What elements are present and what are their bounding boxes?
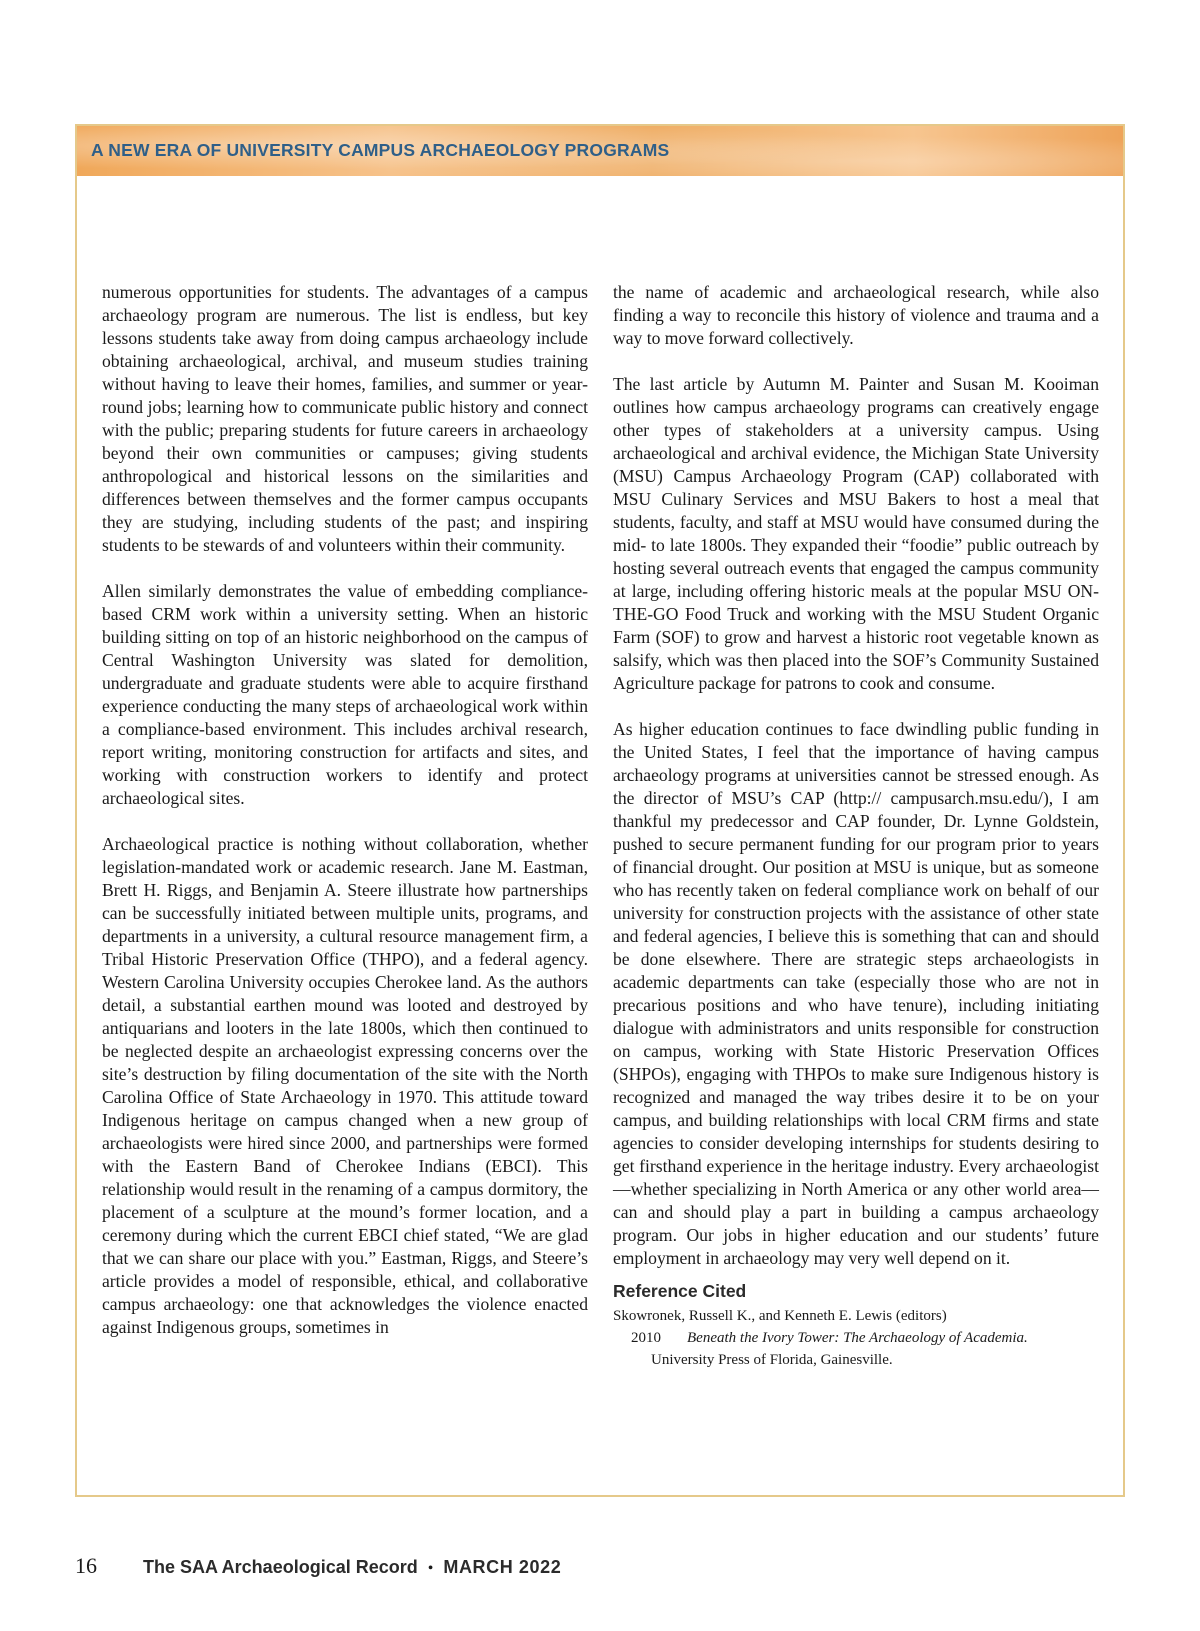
references-section <box>613 1280 1099 1371</box>
issue-date: MARCH 2022 <box>443 1557 562 1577</box>
page-footer <box>75 1553 561 1579</box>
references-heading: Reference Cited <box>613 1281 747 1301</box>
reference-year: 2010 <box>631 1330 661 1346</box>
reference-title: Beneath the Ivory Tower: The Archaeology of Academia. <box>687 1330 1028 1346</box>
paragraph: The last article by Autumn M. Painter and Susan M. Kooiman outlines how campus archaeology programs can creatively engage other types of stakeholders at a university campus. Using archaeological and archival evidence, the Michigan State University (MSU) Campus Archaeology Program (CAP) collaborated with MSU Culinary Services and MSU Bakers to host a meal that students, faculty, and staff at MSU would have consumed during the mid- to late 1800s. They expanded their “foodie” public outreach by hosting several outreach events that engaged the campus community at large, including offering historic meals at the popular MSU ON-THE-GO Food Truck and working with the MSU Student Organic Farm (SOF) to grow and harvest a historic root vegetable known as salsify, which was then placed into the SOF’s Community Sustained Agriculture package for patrons to cook and consume. <box>613 374 1099 693</box>
reference-entry <box>613 1305 1099 1371</box>
page-number: 16 <box>75 1553 97 1578</box>
section-title: A NEW ERA OF UNIVERSITY CAMPUS ARCHAEOLOGY PROGRAMS <box>91 140 670 160</box>
paragraph: Archaeological practice is nothing without collaboration, whether legislation-mandated work or academic research. Jane M. Eastman, Brett H. Riggs, and Benjamin A. Steere illustrate how partnerships can be successfully initiated between multiple units, programs, and departments in a university, a cultural resource management firm, a Tribal Historic Preservation Office (THPO), and a federal agency. Western Carolina University occupies Cherokee land. As the authors detail, a substantial earthen mound was looted and destroyed by antiquarians and looters in the late 1800s, which then continued to be neglected despite an archaeologist expressing concerns over the site’s destruction by filing documentation of the site with the North Carolina Office of State Archaeology in 1970. This attitude toward Indigenous heritage on campus changed when a new group of archaeologists were hired since 2000, and partnerships were formed with the Eastern Band of Cherokee Indians (EBCI). This relationship would result in the renaming of a campus dormitory, the placement of a sculpture at the mound’s former location, and a ceremony during which the current EBCI chief stated, “We are glad that we can share our place with you.” Eastman, Riggs, and Steere’s article provides a model of responsible, ethical, and collaborative campus archaeology: one that acknowledges the violence enacted against Indigenous groups, sometimes in <box>102 834 588 1337</box>
reference-authors: Skowronek, Russell K., and Kenneth E. Lewis (editors) <box>613 1308 947 1324</box>
paragraph: As higher education continues to face dwindling public funding in the United States, I feel that the importance of having campus archaeology programs at universities cannot be stressed enough. As the director of MSU’s CAP (http:// campusarch.msu.edu/), I am thankful my predecessor and CAP founder, Dr. Lynne Goldstein, pushed to secure permanent funding for our program prior to years of financial drought. Our position at MSU is unique, but as someone who has recently taken on federal compliance work on behalf of our university for construction projects with the assistance of other state and federal agencies, I believe this is something that can and should be done elsewhere. There are strategic steps archaeologists in academic departments can take (especially those who are not in precarious positions and who have tenure), including initiating dialogue with administrators and units responsible for construction on campus, working with State Historic Preservation Offices (SHPOs), engaging with THPOs to make sure Indigenous history is recognized and managed the way tribes desire it to be on your campus, and building relationships with local CRM firms and state agencies to consider developing internships for students desiring to get firsthand experience in the heritage industry. Every archaeologist—whether specializing in North America or any other world area—can and should play a part in building a campus archaeology program. Our jobs in higher education and our students’ future employment in archaeology may very well depend on it. <box>613 719 1099 1268</box>
paragraph: the name of academic and archaeological research, while also finding a way to reconcile this history of violence and trauma and a way to move forward collectively. <box>613 282 1099 348</box>
section-banner <box>77 126 1123 176</box>
left-column <box>102 281 588 1339</box>
paragraph: Allen similarly demonstrates the value of embedding compliance-based CRM work within a university setting. When an historic building sitting on top of an historic neighborhood on the campus of Central Washington University was slated for demolition, undergraduate and graduate students were able to acquire firsthand experience conducting the many steps of archaeological work within a compliance-based environment. This includes archival research, report writing, monitoring construction for artifacts and sites, and working with construction workers to identify and protect archaeological sites. <box>102 581 588 808</box>
journal-title: The SAA Archaeological Record <box>143 1557 418 1577</box>
reference-year-title <box>631 1327 1099 1349</box>
right-column <box>613 281 1099 1371</box>
paragraph: numerous opportunities for students. The advantages of a campus archaeology program are numerous. The list is endless, but key lessons students take away from doing campus archaeology include obtaining archaeological, archival, and museum studies training without having to leave their homes, families, and summer or year-round jobs; learning how to communicate public history and connect with the public; preparing students for future careers in archaeology beyond their own communities or campuses; giving students anthropological and historical lessons on the similarities and differences between themselves and the former campus occupants they are studying, including students of the past; and inspiring students to be stewards of and volunteers within their community. <box>102 282 588 555</box>
reference-publisher: University Press of Florida, Gainesville. <box>651 1352 893 1368</box>
footer-bullet: • <box>427 1560 434 1577</box>
